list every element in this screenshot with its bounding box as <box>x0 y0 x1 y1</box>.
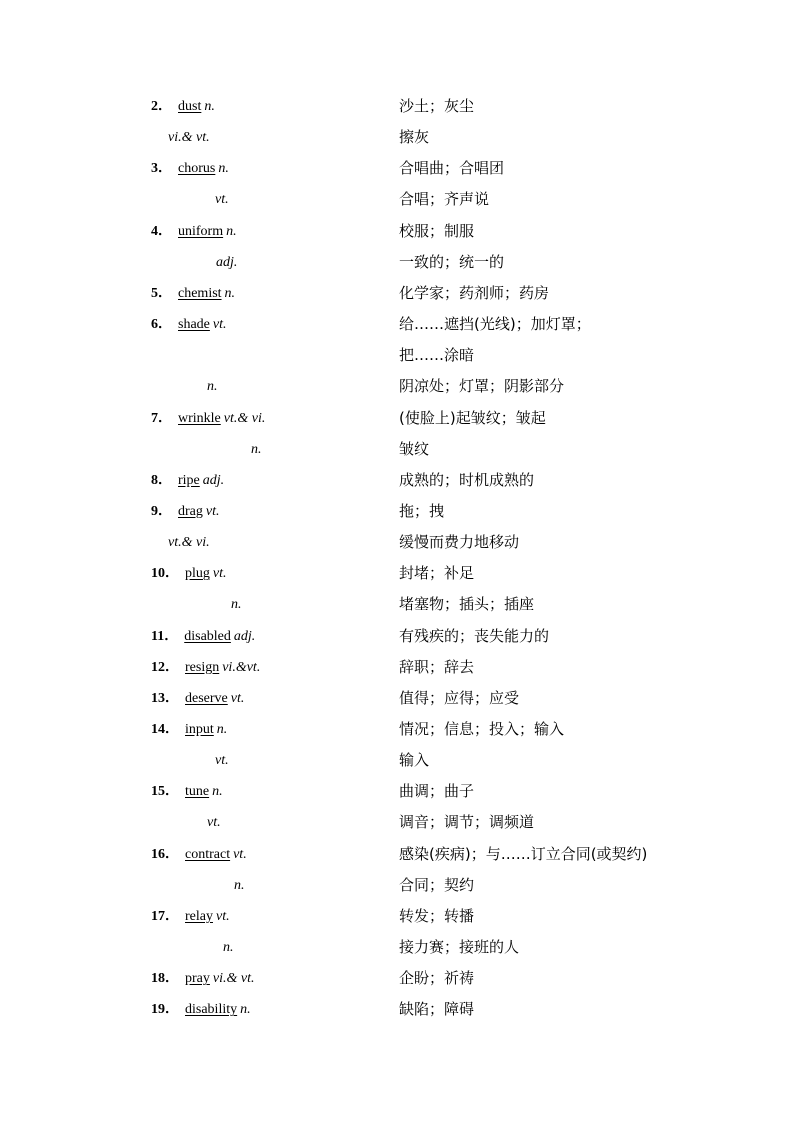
vocab-word: pray <box>185 971 210 987</box>
vocab-row <box>0 558 794 589</box>
vocab-word: uniform <box>178 223 224 239</box>
part-of-speech: vi.&vt. <box>222 659 261 675</box>
chinese-meaning: 堵塞物；插头；插座 <box>399 595 535 614</box>
vocab-entry <box>151 216 237 247</box>
chinese-meaning: 校服；制服 <box>399 221 475 240</box>
vocab-entry <box>234 870 245 901</box>
vocab-row <box>0 465 794 496</box>
vocab-row <box>0 901 794 932</box>
part-of-speech: vt.& vi. <box>168 535 210 551</box>
vocab-row <box>0 870 794 901</box>
part-of-speech: adj. <box>216 254 238 270</box>
vocab-entry <box>151 901 230 932</box>
vocab-entry <box>251 434 262 465</box>
chinese-meaning: 感染(疾病)；与……订立合同(或契约) <box>399 844 648 863</box>
chinese-meaning: 擦灰 <box>399 128 430 147</box>
part-of-speech: vi.& vt. <box>168 130 210 146</box>
chinese-meaning: 把……涂暗 <box>399 346 475 365</box>
chinese-meaning: 值得；应得；应受 <box>399 688 520 707</box>
chinese-meaning: 合唱；齐声说 <box>399 190 490 209</box>
part-of-speech: n. <box>204 99 215 114</box>
vocab-entry <box>151 994 251 1025</box>
vocab-row <box>0 621 794 652</box>
chinese-meaning: 曲调；曲子 <box>399 782 475 801</box>
vocab-entry <box>151 153 229 184</box>
vocab-word: drag <box>178 503 203 519</box>
vocab-word: contract <box>185 846 231 862</box>
chinese-meaning: 皱纹 <box>399 439 430 458</box>
vocab-row <box>0 714 794 745</box>
vocab-row <box>0 122 794 153</box>
vocab-entry <box>151 963 255 994</box>
chinese-meaning: 阴凉处；灯罩；阴影部分 <box>399 377 565 396</box>
vocab-word: disability <box>185 1002 238 1018</box>
entry-number: 2． <box>151 99 172 114</box>
part-of-speech: n. <box>212 784 223 800</box>
chinese-meaning: 一致的；统一的 <box>399 252 505 271</box>
part-of-speech: vt. <box>215 192 229 208</box>
vocab-entry <box>151 558 227 589</box>
vocab-row <box>0 371 794 402</box>
chinese-meaning: 化学家；药剂师；药房 <box>399 283 550 302</box>
vocab-row <box>0 932 794 963</box>
vocab-row <box>0 216 794 247</box>
part-of-speech: vt. <box>205 503 220 519</box>
chinese-meaning: 缺陷；障碍 <box>399 1000 475 1019</box>
vocab-row <box>0 963 794 994</box>
entry-number: 17． <box>151 908 179 924</box>
chinese-meaning: 给……遮挡(光线)；加灯罩； <box>399 315 591 334</box>
vocab-word: input <box>185 722 214 737</box>
part-of-speech: n. <box>218 161 229 177</box>
vocab-word: relay <box>185 908 213 924</box>
entry-number: 14． <box>151 722 179 737</box>
vocab-entry <box>215 745 229 776</box>
vocab-entry <box>168 122 210 153</box>
chinese-meaning: 情况；信息；投入；输入 <box>399 720 565 738</box>
entry-number: 13． <box>151 690 179 706</box>
vocab-row <box>0 434 794 465</box>
vocab-row <box>0 683 794 714</box>
entry-number: 6． <box>151 317 172 333</box>
part-of-speech: n. <box>251 441 262 457</box>
entry-number: 18． <box>151 971 179 987</box>
part-of-speech: vt. <box>215 753 229 769</box>
chinese-meaning: 输入 <box>399 751 430 770</box>
part-of-speech: vt. <box>212 317 227 333</box>
vocab-entry <box>168 527 210 558</box>
vocab-entry <box>151 839 247 870</box>
chinese-meaning: 合唱曲；合唱团 <box>399 159 505 178</box>
vocab-word: disabled <box>184 628 231 644</box>
entry-number: 8． <box>151 472 172 488</box>
vocab-row <box>0 589 794 620</box>
vocab-row <box>0 776 794 807</box>
entry-number: 10． <box>151 566 179 582</box>
vocab-row <box>0 247 794 278</box>
part-of-speech: adj. <box>233 628 256 644</box>
vocab-entry <box>207 807 221 838</box>
part-of-speech: n. <box>224 285 236 301</box>
vocab-entry <box>151 776 223 807</box>
entry-number: 3． <box>151 161 172 177</box>
chinese-meaning: 沙土；灰尘 <box>399 97 475 115</box>
vocab-row <box>0 745 794 776</box>
vocab-word: chorus <box>178 161 216 177</box>
chinese-meaning: 拖；拽 <box>399 501 445 520</box>
vocab-word: chemist <box>178 285 222 301</box>
vocab-word: deserve <box>185 690 228 706</box>
part-of-speech: n. <box>226 223 237 239</box>
part-of-speech: vi.& vt. <box>212 971 255 987</box>
part-of-speech: vt. <box>233 846 247 862</box>
vocab-row <box>0 807 794 838</box>
vocab-row <box>0 340 794 371</box>
part-of-speech: vt. <box>212 566 227 582</box>
vocab-row <box>0 309 794 340</box>
part-of-speech: vt. <box>230 690 245 706</box>
part-of-speech: n. <box>240 1002 251 1018</box>
vocab-row <box>0 527 794 558</box>
part-of-speech: vt. <box>215 908 230 924</box>
vocab-entry <box>151 621 255 652</box>
vocab-entry <box>215 184 229 215</box>
entry-number: 5． <box>151 285 172 301</box>
vocab-word: ripe <box>178 472 200 488</box>
part-of-speech: n. <box>231 597 242 613</box>
part-of-speech: vt.& vi. <box>223 410 266 426</box>
vocab-entry <box>151 465 224 496</box>
vocab-row <box>0 184 794 215</box>
vocab-row <box>0 839 794 870</box>
vocab-entry <box>223 932 234 963</box>
entry-number: 16． <box>151 846 179 862</box>
vocab-entry <box>151 309 227 340</box>
vocab-word: tune <box>185 784 210 800</box>
vocab-row <box>0 994 794 1025</box>
vocab-entry <box>216 247 237 278</box>
entry-number: 12． <box>151 659 179 675</box>
chinese-meaning: 调音；调节；调频道 <box>399 813 535 832</box>
entry-number: 19． <box>151 1002 179 1018</box>
vocab-row <box>0 403 794 434</box>
entry-number: 4． <box>151 223 172 239</box>
entry-number: 9． <box>151 503 172 519</box>
entry-number: 7． <box>151 410 172 426</box>
vocab-entry <box>151 652 260 683</box>
chinese-meaning: 缓慢而费力地移动 <box>399 533 520 552</box>
vocab-entry <box>151 496 220 527</box>
vocab-entry <box>151 714 227 745</box>
vocab-entry <box>151 91 215 122</box>
part-of-speech: vt. <box>207 815 221 831</box>
vocab-word: resign <box>185 659 220 675</box>
entry-number: 11． <box>151 628 179 644</box>
entry-number: 15． <box>151 784 179 800</box>
chinese-meaning: 封堵；补足 <box>399 564 475 583</box>
chinese-meaning: (使脸上)起皱纹；皱起 <box>399 408 546 427</box>
vocab-word: shade <box>178 317 210 333</box>
part-of-speech: adj. <box>202 472 225 488</box>
vocab-entry <box>151 278 235 309</box>
vocab-word: plug <box>185 566 210 582</box>
part-of-speech: n. <box>223 940 234 956</box>
vocab-entry <box>151 683 244 714</box>
vocab-entry <box>207 371 218 402</box>
part-of-speech: n. <box>207 379 218 395</box>
chinese-meaning: 成熟的；时机成熟的 <box>399 470 535 489</box>
vocab-word: wrinkle <box>178 410 221 426</box>
vocab-row <box>0 91 794 122</box>
vocab-entry <box>151 403 265 434</box>
chinese-meaning: 合同；契约 <box>399 875 475 894</box>
part-of-speech: n. <box>234 877 245 893</box>
vocab-word: dust <box>178 99 202 114</box>
vocab-entry <box>231 589 242 620</box>
vocab-row <box>0 496 794 527</box>
part-of-speech: n. <box>216 722 228 737</box>
chinese-meaning: 转发；转播 <box>399 906 475 925</box>
vocab-row <box>0 652 794 683</box>
chinese-meaning: 辞职；辞去 <box>399 657 475 676</box>
chinese-meaning: 有残疾的；丧失能力的 <box>399 626 550 645</box>
chinese-meaning: 企盼；祈祷 <box>399 969 475 988</box>
chinese-meaning: 接力赛；接班的人 <box>399 938 520 957</box>
vocab-row <box>0 153 794 184</box>
vocab-row <box>0 278 794 309</box>
